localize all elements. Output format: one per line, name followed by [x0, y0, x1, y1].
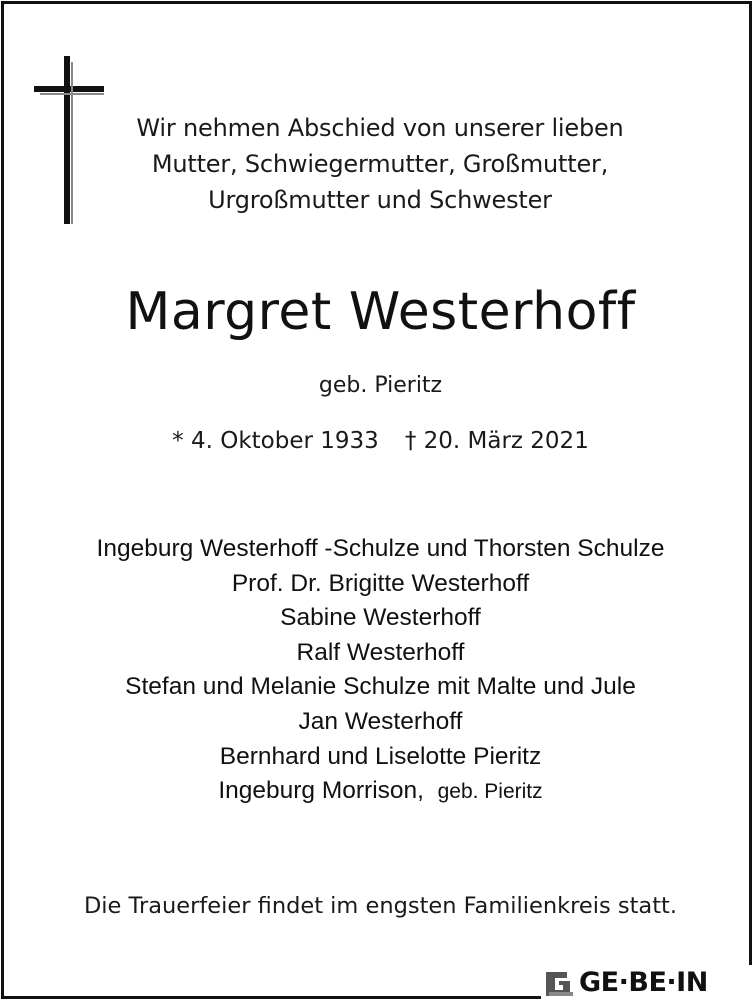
deceased-name: Margret Westerhoff — [125, 282, 636, 342]
mourner-note: geb. Pieritz — [437, 780, 543, 804]
gebein-logo-icon — [543, 970, 575, 998]
birth-date: * 4. Oktober 1933 — [172, 428, 379, 454]
mourner-line: Prof. Dr. Brigitte Westerhoff — [231, 569, 530, 597]
mourner-line: Bernhard und Liselotte Pieritz — [219, 742, 542, 770]
mourner-line: Ralf Westerhoff — [296, 638, 465, 666]
mourner-line — [4, 774, 753, 810]
gebein-logo-text: GE·BE·IN — [579, 967, 708, 998]
obituary-frame — [1, 1, 752, 999]
birth-name: geb. Pieritz — [318, 373, 443, 398]
mourner-line: Ingeburg Westerhoff -Schulze und Thorsten Schulze — [96, 535, 665, 562]
intro-line: Mutter, Schwiegermutter, Großmutter, — [151, 150, 609, 178]
mourner-name: Ingeburg Morrison, — [218, 777, 424, 805]
life-dates — [4, 424, 753, 458]
intro-text — [100, 110, 660, 218]
mourners-list — [4, 532, 753, 810]
mourner-line: Jan Westerhoff — [298, 707, 463, 735]
mourner-line: Sabine Westerhoff — [280, 604, 481, 632]
death-date: † 20. März 2021 — [404, 428, 589, 454]
cross-icon — [34, 56, 104, 224]
intro-line: Urgroßmutter und Schwester — [208, 186, 552, 214]
closing-text: Die Trauerfeier findet im engsten Familienkreis statt. — [83, 893, 678, 919]
gebein-logo — [541, 965, 753, 1000]
intro-line: Wir nehmen Abschied von unserer lieben — [136, 114, 624, 142]
mourner-line: Stefan und Melanie Schulze mit Malte und Jule — [125, 673, 636, 701]
